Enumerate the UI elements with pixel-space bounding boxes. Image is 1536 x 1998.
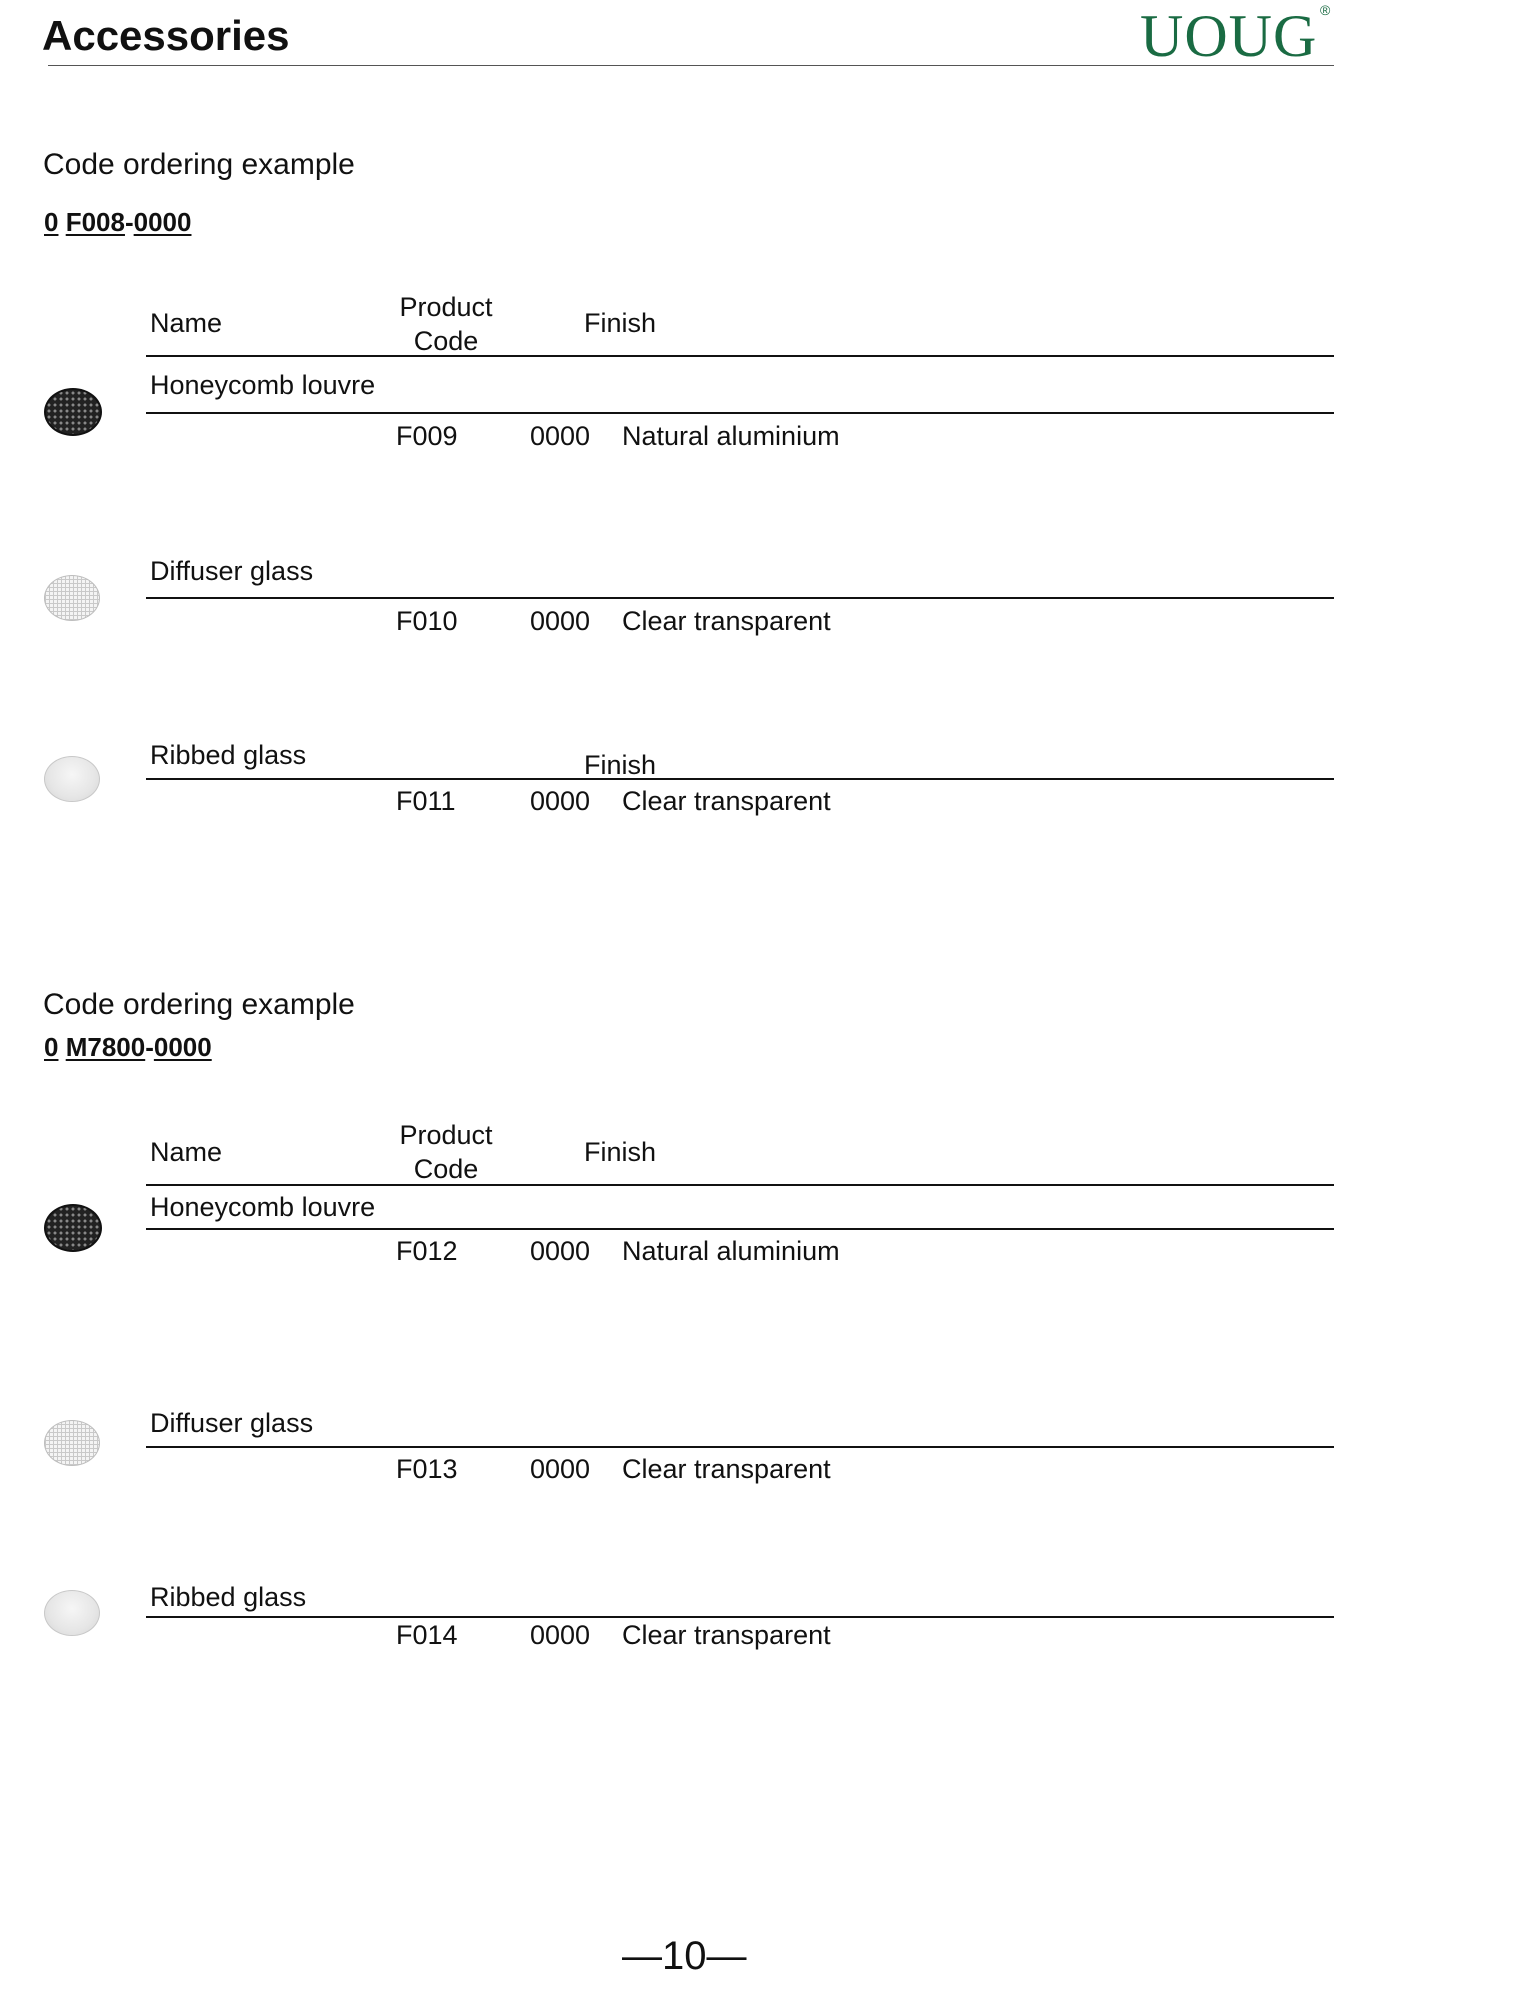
table-header-rule	[146, 355, 1334, 357]
honeycomb-louvre-image	[44, 1204, 102, 1252]
header-divider	[48, 65, 1334, 66]
finish-description: Clear transparent	[622, 1454, 831, 1484]
item-rule	[146, 1616, 1334, 1618]
column-header-product: Product	[399, 292, 493, 322]
section-1-label: Code ordering example	[43, 148, 355, 181]
brand-logo: UOUG	[1140, 3, 1318, 69]
product-code: F009	[396, 421, 458, 451]
code-separator: -	[124, 207, 134, 237]
section-2-code-example	[44, 1032, 212, 1063]
code-part-product: F008	[65, 207, 125, 237]
product-code: F013	[396, 1454, 458, 1484]
item-name: Diffuser glass	[150, 556, 314, 586]
diffuser-glass-image	[44, 1420, 100, 1466]
finish-description: Clear transparent	[622, 786, 831, 816]
product-code: F010	[396, 606, 458, 636]
item-name: Ribbed glass	[150, 1582, 307, 1612]
item-rule	[146, 1446, 1334, 1448]
item-rule	[146, 778, 1334, 780]
honeycomb-louvre-image	[44, 388, 102, 436]
finish-code: 0000	[530, 786, 591, 816]
item-rule	[146, 597, 1334, 599]
code-part-prefix: 0	[44, 1032, 59, 1062]
column-header-finish-repeat: Finish	[584, 750, 657, 780]
column-header-product-code	[386, 1118, 506, 1186]
ribbed-glass-image	[44, 756, 100, 802]
code-part-prefix: 0	[44, 207, 59, 237]
item-name: Diffuser glass	[150, 1408, 314, 1438]
code-part-finish: 0000	[133, 207, 192, 237]
column-header-name: Name	[150, 1137, 223, 1167]
finish-description: Natural aluminium	[622, 421, 840, 451]
finish-code: 0000	[530, 606, 591, 636]
finish-description: Clear transparent	[622, 1620, 831, 1650]
section-2-label: Code ordering example	[43, 988, 355, 1021]
code-part-product: M7800	[65, 1032, 146, 1062]
diffuser-glass-image	[44, 575, 100, 621]
product-code: F014	[396, 1620, 458, 1650]
item-name: Honeycomb louvre	[150, 1192, 376, 1222]
code-part-finish: 0000	[153, 1032, 212, 1062]
product-code: F012	[396, 1236, 458, 1266]
ribbed-glass-image	[44, 1590, 100, 1636]
item-name: Honeycomb louvre	[150, 370, 376, 400]
column-header-finish: Finish	[584, 308, 657, 338]
product-code: F011	[396, 786, 456, 816]
finish-description: Clear transparent	[622, 606, 831, 636]
page-number: —10—	[622, 1934, 747, 1978]
finish-code: 0000	[530, 1236, 591, 1266]
column-header-code: Code	[413, 326, 479, 356]
finish-code: 0000	[530, 1454, 591, 1484]
column-header-product: Product	[399, 1120, 493, 1150]
table-header-rule	[146, 1184, 1334, 1186]
column-header-name: Name	[150, 308, 223, 338]
item-rule	[146, 1228, 1334, 1230]
column-header-product-code	[386, 290, 506, 358]
finish-code: 0000	[530, 1620, 591, 1650]
column-header-code: Code	[413, 1154, 479, 1184]
finish-description: Natural aluminium	[622, 1236, 840, 1266]
section-1-code-example	[44, 207, 191, 238]
column-header-finish: Finish	[584, 1137, 657, 1167]
item-name: Ribbed glass	[150, 740, 307, 770]
code-separator: -	[145, 1032, 154, 1062]
item-rule	[146, 412, 1334, 414]
page-title: Accessories	[42, 12, 290, 59]
registered-mark: ®	[1320, 2, 1331, 18]
finish-code: 0000	[530, 421, 591, 451]
